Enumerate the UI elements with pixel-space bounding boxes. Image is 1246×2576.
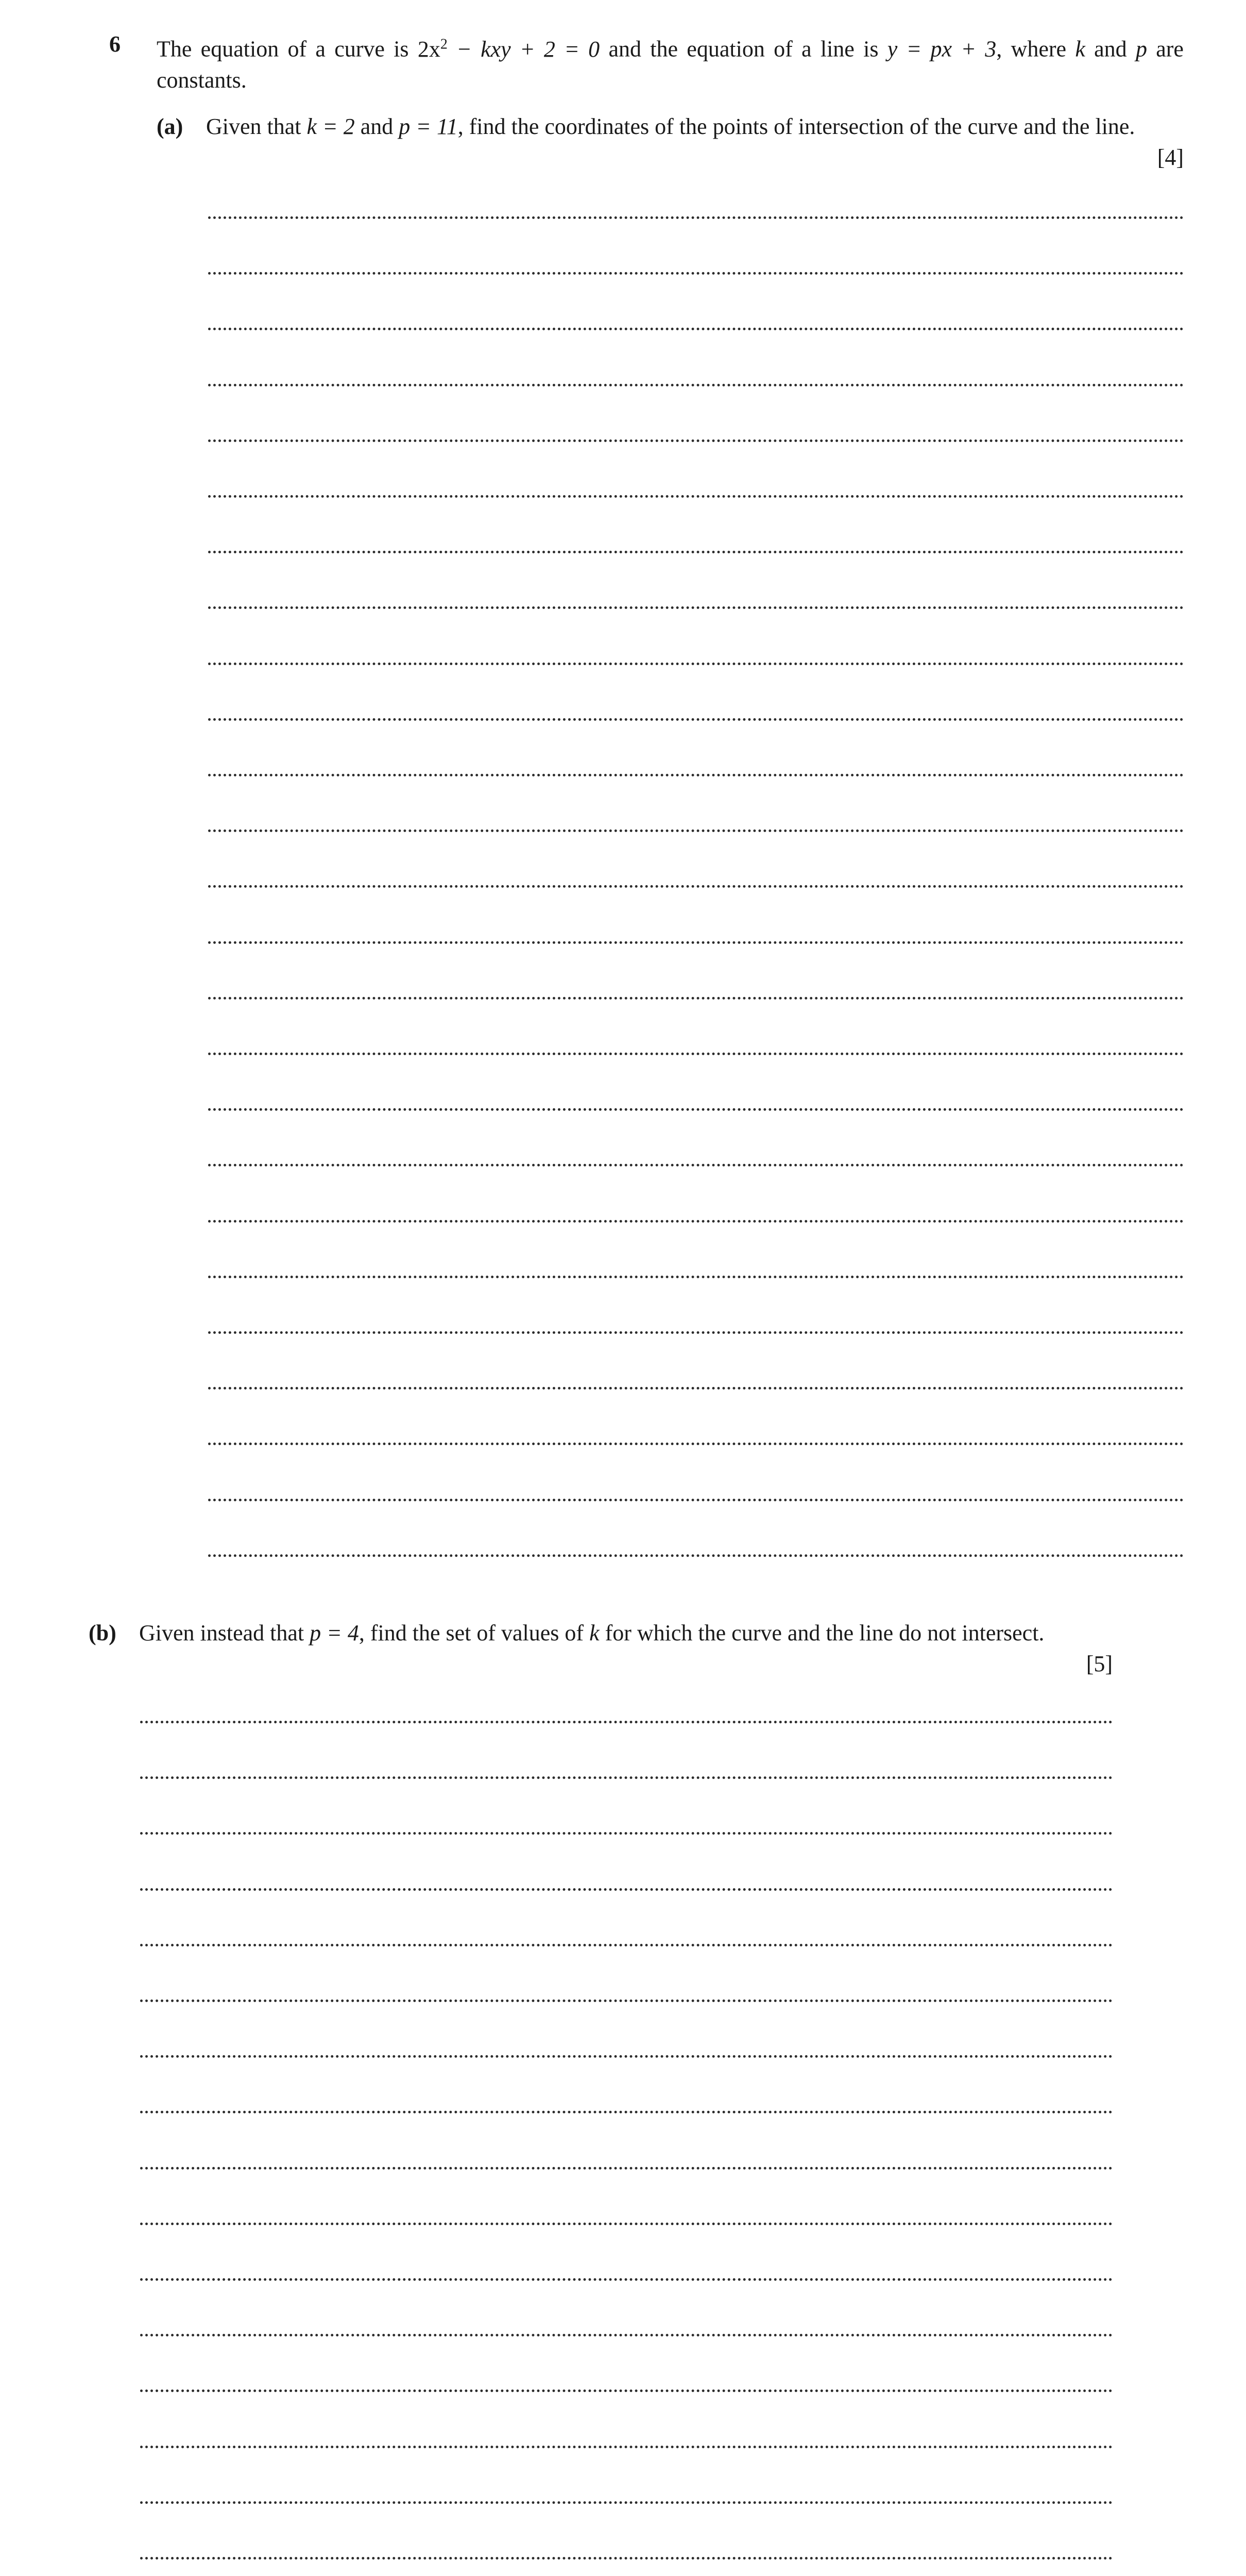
- answer-line[interactable]: [208, 829, 1184, 832]
- answer-line[interactable]: [208, 272, 1184, 275]
- line-equation: y = px + 3: [887, 36, 997, 62]
- answer-line[interactable]: [140, 2055, 1113, 2058]
- answer-line[interactable]: [208, 1053, 1184, 1055]
- answer-line[interactable]: [208, 885, 1184, 888]
- answer-line[interactable]: [208, 495, 1184, 498]
- answer-line[interactable]: [208, 384, 1184, 386]
- answer-line[interactable]: [208, 1331, 1184, 1334]
- answer-line[interactable]: [140, 2557, 1113, 2560]
- stem-text-2: and the equation of a line is: [600, 36, 887, 62]
- part-a-label: (a): [157, 114, 183, 139]
- answer-line[interactable]: [140, 2389, 1113, 2392]
- answer-line[interactable]: [140, 2446, 1113, 2448]
- question-stem: [157, 29, 1184, 96]
- answer-line[interactable]: [208, 663, 1184, 665]
- answer-line[interactable]: [140, 2501, 1113, 2504]
- answer-line[interactable]: [208, 551, 1184, 553]
- stem-text-5: are constants.: [157, 36, 1184, 93]
- part-b-text-2: , find the set of values of: [359, 1620, 590, 1646]
- answer-line[interactable]: [208, 997, 1184, 999]
- part-b-text-3: for which the curve and the line do not intersect.: [599, 1620, 1045, 1646]
- answer-line[interactable]: [208, 1499, 1184, 1501]
- part-b-text-1: Given instead that: [139, 1620, 310, 1646]
- answer-line[interactable]: [208, 1443, 1184, 1445]
- answer-line[interactable]: [140, 1721, 1113, 1723]
- stem-text-1: The equation of a curve is: [157, 36, 418, 62]
- answer-line[interactable]: [208, 1108, 1184, 1111]
- answer-line[interactable]: [208, 439, 1184, 442]
- answer-line[interactable]: [140, 1944, 1113, 1946]
- part-a-text-3: , find the coordinates of the points of intersection of the curve and the line.: [457, 114, 1135, 139]
- curve-eq-rest: − kxy + 2 = 0: [447, 36, 600, 62]
- stem-text-3: , where: [996, 36, 1076, 62]
- answer-line[interactable]: [208, 328, 1184, 330]
- part-b-label: (b): [89, 1620, 116, 1646]
- part-a-text-2: and: [354, 114, 399, 139]
- part-a-p-value: p = 11: [399, 114, 458, 139]
- answer-line[interactable]: [140, 2278, 1113, 2281]
- part-b-text: [139, 1618, 1113, 1649]
- answer-line[interactable]: [140, 1888, 1113, 1891]
- part-b-p-value: p = 4: [310, 1620, 359, 1646]
- answer-line[interactable]: [140, 1776, 1113, 1779]
- answer-line[interactable]: [208, 718, 1184, 721]
- answer-line[interactable]: [140, 1999, 1113, 2002]
- curve-eq-term: 2x: [417, 36, 440, 62]
- answer-line[interactable]: [140, 1832, 1113, 1835]
- curve-eq-exponent: 2: [440, 36, 448, 52]
- answer-line[interactable]: [208, 1276, 1184, 1278]
- part-a-k-value: k = 2: [306, 114, 355, 139]
- curve-equation: [418, 37, 600, 62]
- answer-line[interactable]: [208, 1220, 1184, 1223]
- part-a-text: [206, 111, 1184, 142]
- answer-line[interactable]: [140, 2334, 1113, 2336]
- constant-p: p: [1135, 36, 1147, 62]
- constant-k: k: [1075, 36, 1085, 62]
- answer-line[interactable]: [140, 2167, 1113, 2170]
- answer-line[interactable]: [208, 1164, 1184, 1166]
- part-a-marks: [4]: [1157, 145, 1184, 170]
- answer-line[interactable]: [208, 774, 1184, 776]
- answer-line[interactable]: [208, 1387, 1184, 1389]
- answer-line[interactable]: [208, 1554, 1184, 1557]
- part-a-text-1: Given that: [206, 114, 307, 139]
- answer-line[interactable]: [208, 941, 1184, 944]
- answer-line[interactable]: [140, 2223, 1113, 2225]
- answer-line[interactable]: [208, 216, 1184, 219]
- part-b-marks: [5]: [1086, 1651, 1113, 1676]
- answer-line[interactable]: [140, 2111, 1113, 2113]
- stem-text-4: and: [1085, 36, 1136, 62]
- answer-line[interactable]: [208, 606, 1184, 609]
- part-b-constant-k: k: [589, 1620, 600, 1646]
- question-number: 6: [109, 31, 121, 57]
